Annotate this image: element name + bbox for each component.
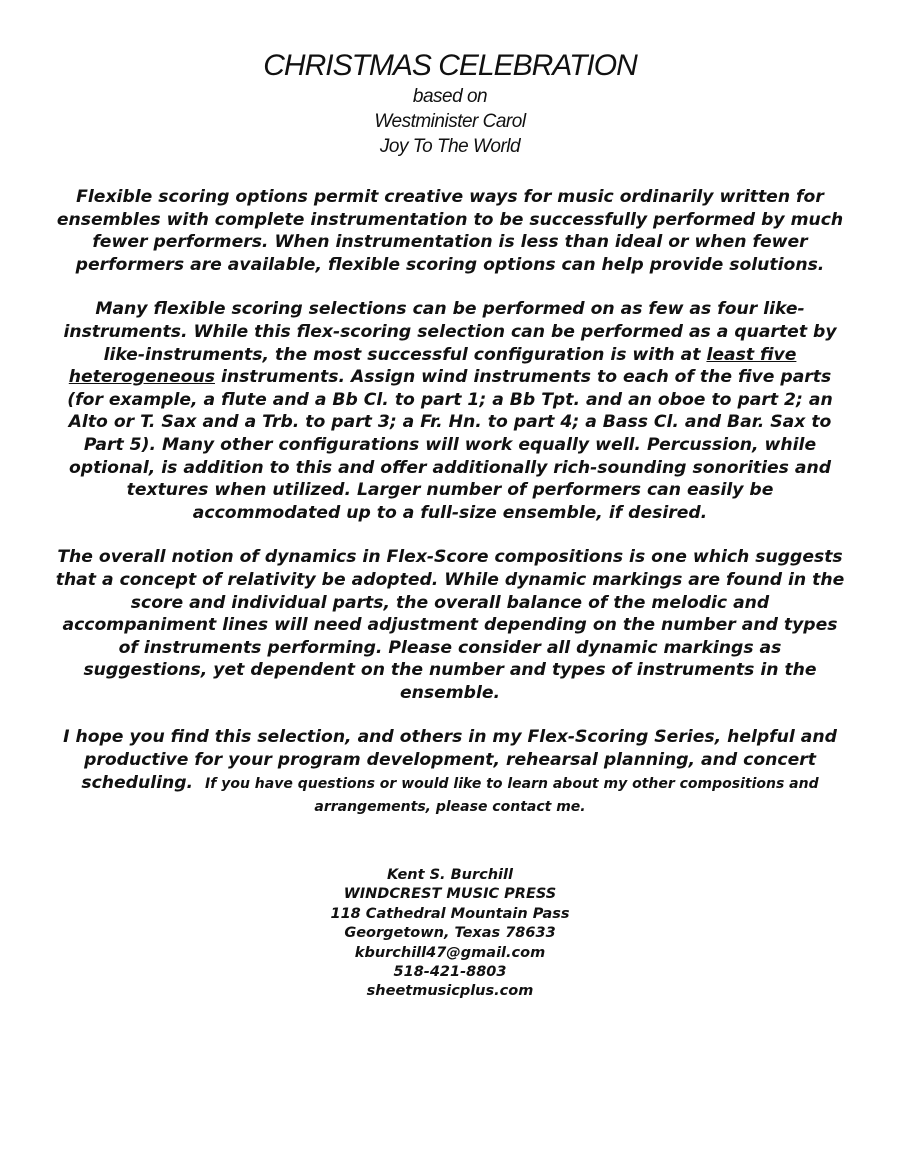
- closing-contact-note: If you have questions or would like to learn about my other compositions and arrangements, please contact me.: [205, 775, 819, 816]
- carol-title-2: Joy To The World: [379, 136, 521, 157]
- contact-name: Kent S. Burchill: [387, 867, 513, 883]
- contact-email[interactable]: kburchill47@gmail.com: [354, 944, 546, 961]
- paragraph-dynamics: The overall notion of dynamics in Flex-Score compositions is one which suggests that a concept of relativity be adopted. While dynamic markings are found in the score and individual parts, the overall balance of the melodic and accompaniment lines will need adjustment depending on the number and types of instruments performing. Please consider all dynamic markings as suggestions, yet dependent on the number and types of instruments in the ensemble.: [55, 547, 845, 703]
- contact-phone: 518-421-8803: [393, 964, 507, 981]
- paragraph-closing: [55, 726, 845, 818]
- carol-title-1: Westminister Carol: [374, 111, 526, 132]
- contact-website[interactable]: sheetmusicplus.com: [366, 983, 534, 1000]
- paragraph-instrumentation-part-2: instruments. Assign wind instruments to each of the five parts (for example, a flute and a Bb Cl. to part 1; a Bb Tpt. and an oboe to part 2; an Alto or T. Sax and a Trb. to part 3; a Fr. Hn. to part 4; a Bass Cl. and Bar. Sax to Part 5). Many other configurations will work equally well. Percussion, while optional, is addition to this and offer additionally rich-sounding sonorities and textures when utilized. Larger number of performers can easily be accommodated up to a full-size ensemble, if desired.: [67, 367, 833, 523]
- paragraph-flexible-scoring: Flexible scoring options permit creative ways for music ordinarily written for ensembles with complete instrumentation to be successfully performed by much fewer performers. When instrumentation is less than ideal or when fewer performers are available, flexible scoring options can help provide solutions.: [56, 187, 844, 275]
- paragraph-instrumentation-part-1: Many flexible scoring selections can be performed on as few as four like-instruments. While this flex-scoring selection can be performed as a quartet by like-instruments, the most successful configuration is with at: [63, 299, 837, 365]
- page-title: CHRISTMAS CELEBRATION: [263, 49, 637, 82]
- contact-company: WINDCREST MUSIC PRESS: [343, 886, 557, 903]
- title-block: [0, 48, 900, 159]
- contact-street: 118 Cathedral Mountain Pass: [330, 905, 570, 922]
- underlined-emphasis: least five heterogeneous: [68, 344, 797, 388]
- contact-city: Georgetown, Texas 78633: [344, 925, 556, 942]
- contact-block: [0, 866, 900, 1002]
- based-on-label: based on: [412, 86, 488, 107]
- closing-main-text: I hope you find this selection, and others in my Flex-Scoring Series, helpful and productive for your program development, rehearsal planning, and concert scheduling.: [63, 727, 837, 793]
- paragraph-instrumentation: [55, 298, 845, 524]
- body-text: [55, 186, 845, 841]
